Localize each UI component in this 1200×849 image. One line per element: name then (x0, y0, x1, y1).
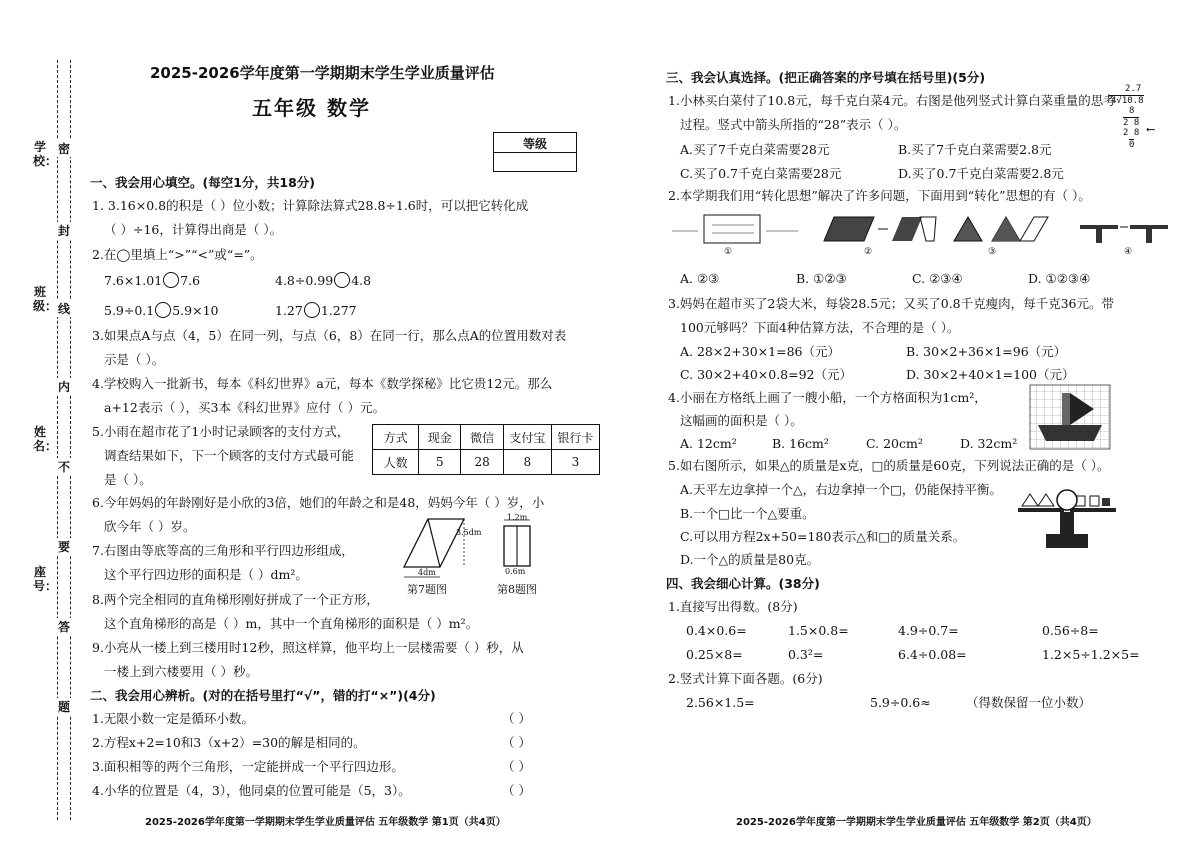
q6-line-a: 6.今年妈妈的年龄刚好是小欣的3倍，她们的年龄之和是48，妈妈今年（ ）岁，小 (92, 495, 545, 510)
c1-option[interactable]: B.买了7千克白菜需要2.8元 (898, 142, 1052, 157)
c2-option[interactable]: A. ②③ (680, 271, 720, 286)
table-cell: 人数 (373, 450, 419, 475)
answer-paren[interactable]: （ ） (502, 783, 531, 798)
seal-char: 内 (57, 380, 70, 394)
figure-mark: ① (724, 247, 733, 257)
page-1-footer: 2025-2026学年度第一学期期末学生学业质量评估 五年级数学 第1页（共4页） (145, 817, 506, 828)
judge-item: 3.面积相等的两个三角形，一定能拼成一个平行四边形。 (92, 759, 404, 774)
table-header: 现金 (419, 425, 461, 450)
seat-label: 座号： (33, 565, 58, 593)
figure-mark: ④ (1124, 247, 1133, 257)
c2-option[interactable]: B. ①②③ (796, 271, 847, 286)
c1-line-a: 1.小林买白菜付了10.8元，每千克白菜4元。右图是他列竖式计算白菜重量的思考 (668, 93, 1116, 108)
table-header: 方式 (373, 425, 419, 450)
figure-mark: ② (864, 247, 873, 257)
c5-option[interactable]: D.一个△的质量是80克。 (680, 552, 820, 567)
exam-subtitle: 五年级 数学 (252, 96, 371, 120)
calc-item[interactable]: 1.5×0.8= (788, 623, 849, 638)
q4-line-b: a+12表示（ ），买3本《科幻世界》应付（ ）元。 (104, 400, 385, 415)
fig8-caption: 第8题图 (497, 583, 537, 596)
school-label: 学校： (33, 140, 58, 168)
fig7-height-label: 3.5dm (456, 528, 482, 537)
c1-option[interactable]: C.买了0.7千克白菜需要28元 (680, 166, 842, 181)
balance-scale-icon (1010, 482, 1122, 554)
fig7-width-label: 4dm (418, 568, 436, 577)
table-header: 支付宝 (503, 425, 551, 450)
c4-option[interactable]: A. 12cm² (680, 436, 737, 451)
judge-item: 4.小华的位置是（4，3），他同桌的位置可能是（5，3）。 (92, 783, 411, 798)
seal-char: 封 (57, 224, 70, 238)
q8-line-b: 这个直角梯形的高是（ ）m，其中一个直角梯形的面积是（ ）m²。 (104, 616, 479, 631)
table-header: 微信 (461, 425, 503, 450)
q2-item: 4.8÷0.99 4.8 (275, 273, 372, 288)
c2-option[interactable]: D. ①②③④ (1028, 271, 1091, 286)
q8-line-a: 8.两个完全相同的直角梯形刚好拼成了一个正方形， (92, 592, 379, 607)
q5-line-a: 5.小雨在超市花了1小时记录顾客的支付方式， (92, 424, 350, 439)
c5-option[interactable]: B.一个□比一个△要重。 (680, 506, 815, 521)
calc-item[interactable]: 1.2×5÷1.2×5= (1042, 647, 1140, 662)
section-3-heading: 三、我会认真选择。(把正确答案的序号填在括号里)(5分) (666, 70, 986, 85)
calc-item[interactable]: 0.25×8= (686, 647, 743, 662)
table-row (373, 450, 600, 475)
c5-option[interactable]: A.天平左边拿掉一个△，右边拿掉一个□，仍能保持平衡。 (680, 482, 1002, 497)
seal-char: 密 (57, 142, 70, 156)
answer-paren[interactable]: （ ） (502, 711, 531, 726)
exam-page-2 (600, 0, 1200, 849)
table-row (373, 425, 600, 450)
judge-item: 1.无限小数一定是循环小数。 (92, 711, 254, 726)
rounding-note: （得数保留一位小数） (966, 695, 1092, 710)
q4-line-a: 4.学校购入一批新书，每本《科幻世界》a元，每本《数学探秘》比它贵12元。那么 (92, 376, 553, 391)
long-division-figure: 2.7 4√10.8 8 2 8 2 8 0 ⟵ (1111, 84, 1155, 150)
q1-line-a: 1. 3.16×0.8的积是（ ）位小数；计算除法算式28.8÷1.6时，可以把它转化成 (92, 198, 529, 213)
grade-box (493, 132, 577, 172)
answer-paren[interactable]: （ ） (502, 759, 531, 774)
c1-option[interactable]: A.买了7千克白菜需要28元 (680, 142, 830, 157)
seal-char: 要 (57, 540, 70, 554)
q3-line-a: 3.如果点A与点（4，5）在同一列，与点（6，8）在同一行，那么点A的位置用数对表 (92, 328, 567, 343)
table-cell: 8 (503, 450, 551, 475)
calc-item[interactable]: 0.4×0.6= (686, 623, 747, 638)
transformation-figures (668, 211, 1168, 261)
c3-option[interactable]: D. 30×2+40×1=100（元） (906, 367, 1075, 382)
c4-option[interactable]: C. 20cm² (866, 436, 923, 451)
calc-item[interactable]: 6.4÷0.08= (898, 647, 967, 662)
section-2-heading: 二、我会用心辨析。(对的在括号里打“√”，错的打“×”)(4分) (90, 688, 436, 703)
judge-item: 2.方程x+2=10和3（x+2）=30的解是相同的。 (92, 735, 366, 750)
compare-circle[interactable] (155, 302, 171, 318)
seal-char: 线 (57, 302, 70, 316)
c5-text: 5.如右图所示，如果△的质量是x克，□的质量是60克，下列说法正确的是（ ）。 (668, 458, 1110, 473)
payment-table (372, 424, 600, 475)
q9-line-a: 9.小亮从一楼上到三楼用时12秒，照这样算，他平均上一层楼需要（ ）秒，从 (92, 640, 524, 655)
figure-mark: ③ (988, 247, 997, 257)
answer-paren[interactable]: （ ） (502, 735, 531, 750)
q7-line-b: 这个平行四边形的面积是（ ）dm²。 (104, 567, 308, 582)
calc-item[interactable]: 4.9÷0.7= (898, 623, 959, 638)
table-cell: 5 (419, 450, 461, 475)
fig8-bottom-label: 0.6m (505, 567, 526, 576)
fig7-caption: 第7题图 (407, 583, 447, 596)
c4-option[interactable]: D. 32cm² (960, 436, 1018, 451)
c3-option[interactable]: A. 28×2+30×1=86（元） (680, 344, 840, 359)
q9-line-b: 一楼上到六楼要用（ ）秒。 (104, 664, 258, 679)
seal-char: 不 (57, 460, 70, 474)
grade-label: 等级 (522, 137, 547, 151)
q5-line-b: 调查结果如下，下一个顾客的支付方式最可能 (104, 448, 355, 463)
compare-circle[interactable] (304, 302, 320, 318)
seal-char: 答 (57, 620, 70, 634)
q7-line-a: 7.右图由等底等高的三角形和平行四边形组成， (92, 543, 354, 558)
q1-line-b: （ ）÷16，计算得出商是（ ）。 (104, 222, 283, 237)
vertical-calc-item[interactable]: 5.9÷0.6≈ (870, 695, 931, 710)
c2-option[interactable]: C. ②③④ (912, 271, 963, 286)
c3-line-b: 100元够吗？下面4种估算方法，不合理的是（ ）。 (680, 320, 960, 335)
page-2-footer: 2025-2026学年度第一学期期末学生学业质量评估 五年级数学 第2页（共4页） (736, 817, 1097, 828)
q3-line-b: 示是（ ）。 (104, 352, 165, 367)
table-cell: 3 (551, 450, 599, 475)
seal-char: 题 (57, 700, 70, 714)
c1-option[interactable]: D.买了0.7千克白菜需要2.8元 (898, 166, 1064, 181)
table-header: 银行卡 (551, 425, 599, 450)
s1-text: 1.直接写出得数。(8分) (668, 599, 798, 614)
s2-text: 2.竖式计算下面各题。(6分) (668, 671, 823, 686)
c5-option[interactable]: C.可以用方程2x+50=180表示△和□的质量关系。 (680, 529, 966, 544)
q5-line-c: 是（ ）。 (104, 472, 152, 487)
c3-line-a: 3.妈妈在超市买了2袋大米，每袋28.5元；又买了0.8千克瘦肉，每千克36元。带 (668, 296, 1114, 311)
c1-line-b: 过程。竖式中箭头所指的“28”表示（ ）。 (680, 117, 907, 132)
c2-text: 2.本学期我们用“转化思想”解决了许多问题，下面用到“转化”思想的有（ ）。 (668, 188, 1091, 203)
vertical-calc-item[interactable]: 2.56×1.5= (686, 695, 755, 710)
q2-item: 1.27 1.277 (275, 303, 357, 318)
c4-line-a: 4.小丽在方格纸上画了一艘小船，一个方格面积为1cm²， (668, 390, 987, 405)
c4-option[interactable]: B. 16cm² (772, 436, 829, 451)
table-cell: 28 (461, 450, 503, 475)
boat-grid-figure (1028, 383, 1112, 451)
q2-text: 2.在◯里填上“>”“<”或“=”。 (92, 247, 263, 262)
arrow-left-icon: ⟵ (1147, 122, 1155, 136)
c4-line-b: 这幅画的面积是（ ）。 (680, 413, 803, 428)
compare-circle[interactable] (163, 272, 179, 288)
class-label: 班级： (33, 285, 58, 313)
calc-item[interactable]: 0.56÷8= (1042, 623, 1099, 638)
compare-circle[interactable] (334, 272, 350, 288)
fig8-top-label: 1.2m (507, 513, 528, 522)
section-4-heading: 四、我会细心计算。(38分) (666, 576, 820, 591)
q6-line-b: 欣今年（ ）岁。 (104, 519, 196, 534)
exam-title: 2025-2026学年度第一学期期末学生学业质量评估 (150, 64, 495, 82)
q2-item: 7.6×1.01 7.6 (104, 273, 201, 288)
figure-8-diagram (500, 516, 536, 574)
name-label: 姓名： (33, 425, 58, 453)
c3-option[interactable]: B. 30×2+36×1=96（元） (906, 344, 1067, 359)
section-1-heading: 一、我会用心填空。(每空1分，共18分) (90, 175, 316, 190)
q2-item: 5.9÷0.1 5.9×10 (104, 303, 219, 318)
c3-option[interactable]: C. 30×2+40×0.8=92（元） (680, 367, 853, 382)
calc-item[interactable]: 0.3²= (788, 647, 824, 662)
